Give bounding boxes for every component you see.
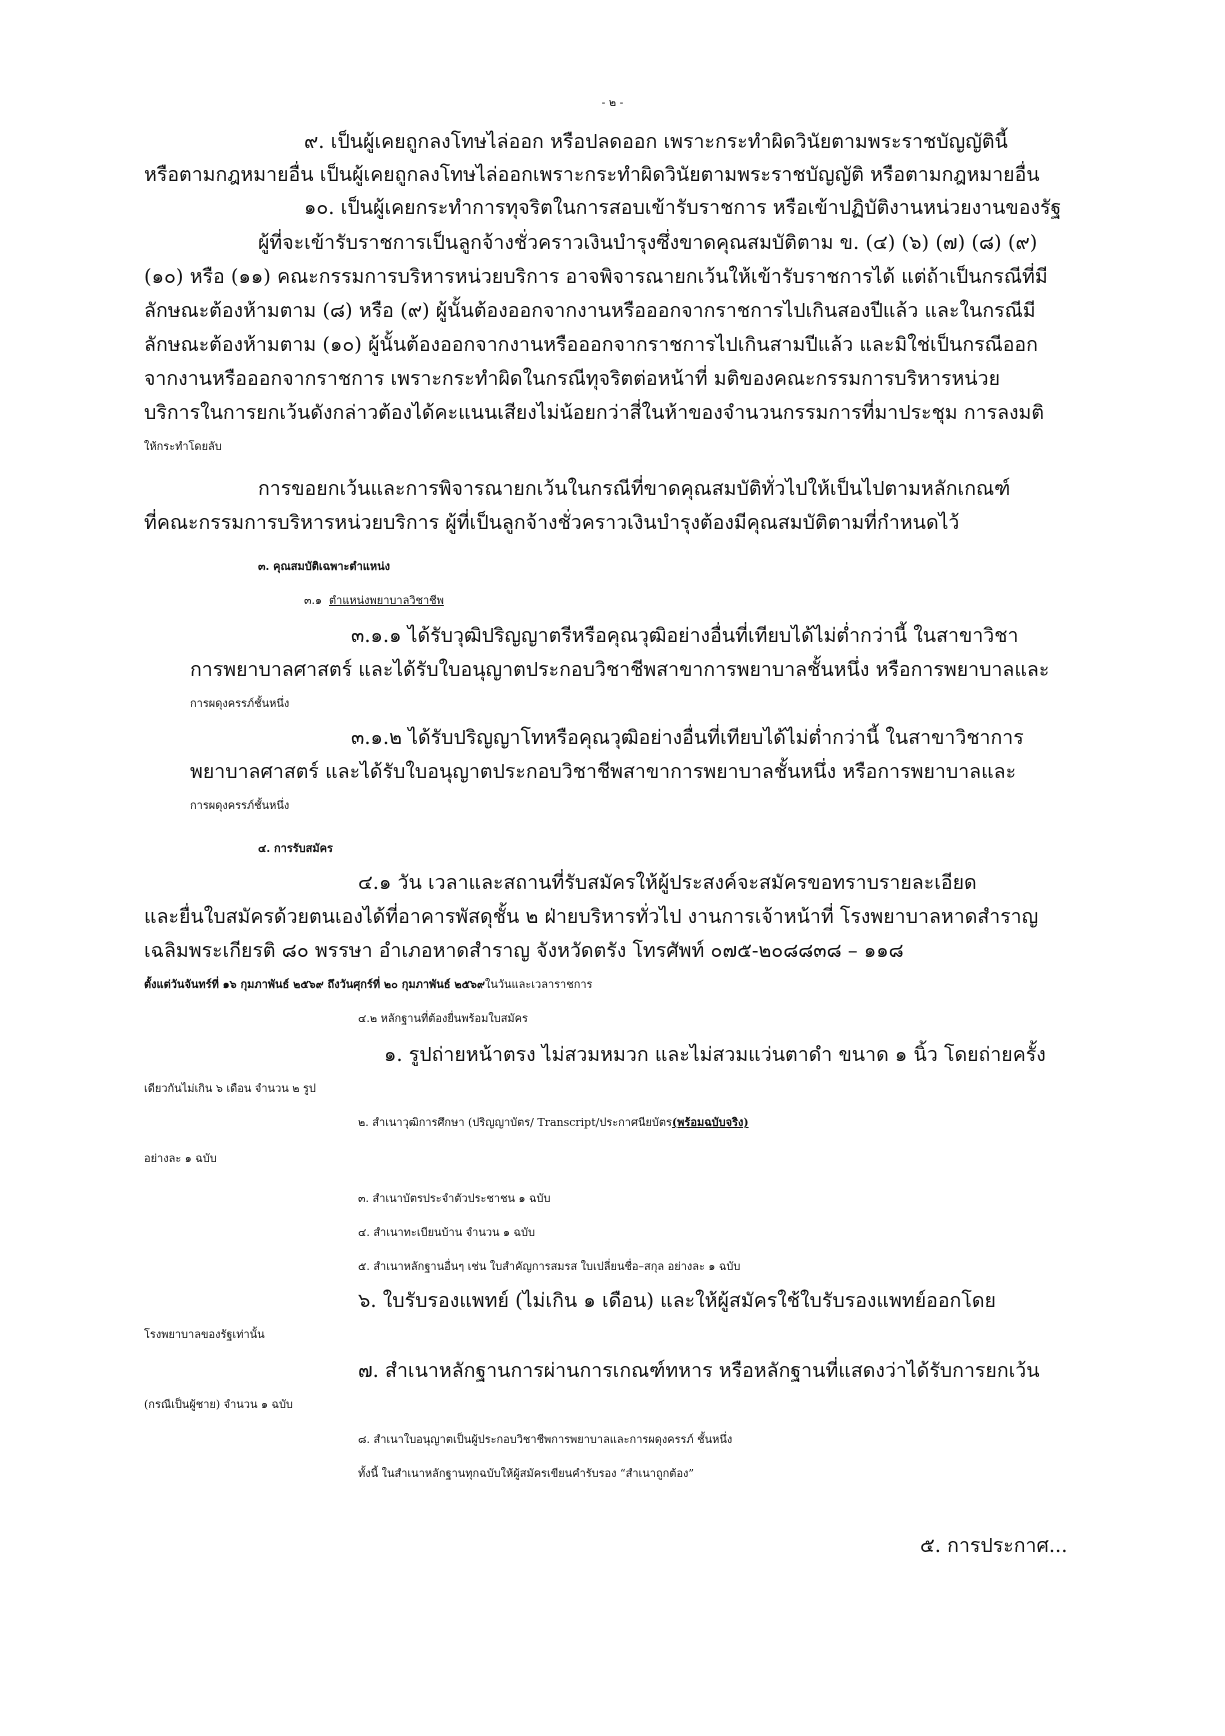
section-3-heading: ๓. คุณสมบัติเฉพาะตำแหน่ง bbox=[258, 560, 390, 573]
exception-line-4: ลักษณะต้องห้ามตาม (๑๐) ผู้นั้นต้องออกจากงานหรือออกจากราชการไปเกินสามปีแล้ว และมิใช่เป็นกรณีออก bbox=[144, 333, 1038, 356]
s41-line-2: และยื่นใบสมัครด้วยตนเองได้ที่อาคารพัสดุชั้น ๒ ฝ่ายบริหารทั่วไป งานการเจ้าหน้าที่ โรงพยาบาลหาดสำราญ bbox=[144, 905, 1039, 928]
doc-7-line-2: (กรณีเป็นผู้ชาย) จำนวน ๑ ฉบับ bbox=[144, 1398, 293, 1411]
doc-1-line-1: ๑. รูปถ่ายหน้าตรง ไม่สวมหมวก และไม่สวมแว่นตาดำ ขนาด ๑ นิ้ว โดยถ่ายครั้ง bbox=[384, 1043, 1046, 1066]
application-period: ตั้งแต่วันจันทร์ที่ ๑๖ กุมภาพันธ์ ๒๕๖๙ ถึงวันศุกร์ที่ ๒๐ กุมภาพันธ์ ๒๕๖๙ bbox=[144, 978, 485, 991]
exception-line-5: จากงานหรือออกจากราชการ เพราะกระทำผิดในกรณีทุจริตต่อหน้าที่ มติของคณะกรรมการบริหารหน่วย bbox=[144, 367, 1001, 390]
exception-line-2: (๑๐) หรือ (๑๑) คณะกรรมการบริหารหน่วยบริการ อาจพิจารณายกเว้นให้เข้ารับราชการได้ แต่ถ้าเป็นกรณีที่มี bbox=[144, 265, 1048, 288]
original-required: (พร้อมฉบับจริง) bbox=[671, 1116, 749, 1129]
continuation-marker: ๕. การประกาศ... bbox=[920, 1534, 1068, 1557]
doc-5: ๕. สำเนาหลักฐานอื่นๆ เช่น ใบสำคัญการสมรส ใบเปลี่ยนชื่อ–สกุล อย่างละ ๑ ฉบับ bbox=[358, 1260, 741, 1273]
s41-line-1: ๔.๑ วัน เวลาและสถานที่รับสมัครให้ผู้ประสงค์จะสมัครขอทราบรายละเอียด bbox=[358, 871, 977, 894]
s41-line-4 bbox=[144, 970, 1225, 1000]
s312-line-1: ๓.๑.๒ ได้รับปริญญาโทหรือคุณวุฒิอย่างอื่นที่เทียบได้ไม่ต่ำกว่านี้ ในสาขาวิชาการ bbox=[351, 726, 1024, 749]
exception-line-7: ให้กระทำโดยลับ bbox=[144, 440, 222, 453]
criteria-line-1: การขอยกเว้นและการพิจารณายกเว้นในกรณีที่ขาดคุณสมบัติทั่วไปให้เป็นไปตามหลักเกณฑ์ bbox=[258, 477, 1011, 500]
doc-4: ๔. สำเนาทะเบียนบ้าน จำนวน ๑ ฉบับ bbox=[358, 1226, 535, 1239]
doc-6-line-2: โรงพยาบาลของรัฐเท่านั้น bbox=[144, 1328, 265, 1341]
section-4-heading: ๔. การรับสมัคร bbox=[258, 842, 333, 855]
criteria-line-2: ที่คณะกรรมการบริหารหน่วยบริการ ผู้ที่เป็นลูกจ้างชั่วคราวเงินบำรุงต้องมีคุณสมบัติตามที่กำหนดไว้ bbox=[144, 511, 960, 534]
section-3-1-number: ๓.๑ bbox=[304, 594, 322, 607]
doc-7-line-1: ๗. สำเนาหลักฐานการผ่านการเกณฑ์ทหาร หรือหลักฐานที่แสดงว่าได้รับการยกเว้น bbox=[358, 1359, 1040, 1382]
doc-6-line-1: ๖. ใบรับรองแพทย์ (ไม่เกิน ๑ เดือน) และให้ผู้สมัครใช้ใบรับรองแพทย์ออกโดย bbox=[358, 1289, 996, 1312]
exception-line-3: ลักษณะต้องห้ามตาม (๘) หรือ (๙) ผู้นั้นต้องออกจากงานหรือออกจากราชการไปเกินสองปีแล้ว และในกรณีมี bbox=[144, 299, 1036, 322]
page-number: - ๒ - bbox=[601, 96, 624, 109]
doc-3: ๓. สำเนาบัตรประจำตัวประชาชน ๑ ฉบับ bbox=[358, 1192, 551, 1205]
doc-1-line-2: เดียวกันไม่เกิน ๖ เดือน จำนวน ๒ รูป bbox=[144, 1082, 316, 1095]
exception-line-1: ผู้ที่จะเข้ารับราชการเป็นลูกจ้างชั่วคราวเงินบำรุงซึ่งขาดคุณสมบัติตาม ข. (๔) (๖) (๗) (๘) (๙) bbox=[258, 231, 1038, 254]
doc-8-line-1: ๘. สำเนาใบอนุญาตเป็นผู้ประกอบวิชาชีพการพยาบาลและการผดุงครรภ์ ชั้นหนึ่ง bbox=[358, 1433, 733, 1446]
doc-8-line-2: ทั้งนี้ ในสำเนาหลักฐานทุกฉบับให้ผู้สมัครเขียนคำรับรอง “สำเนาถูกต้อง” bbox=[358, 1467, 695, 1480]
section-3-1-heading bbox=[304, 586, 1225, 616]
doc-2-line-2: อย่างละ ๑ ฉบับ bbox=[144, 1152, 217, 1165]
item-10-line-1: ๑๐. เป็นผู้เคยกระทำการทุจริตในการสอบเข้ารับราชการ หรือเข้าปฏิบัติงานหน่วยงานของรัฐ bbox=[304, 196, 1062, 219]
s41-line-3: เฉลิมพระเกียรติ ๘๐ พรรษา อำเภอหาดสำราญ จังหวัดตรัง โทรศัพท์ ๐๗๕-๒๐๘๘๓๘ – ๑๑๘ bbox=[144, 939, 904, 962]
s312-line-3: การผดุงครรภ์ชั้นหนึ่ง bbox=[190, 799, 290, 812]
s311-line-3: การผดุงครรภ์ชั้นหนึ่ง bbox=[190, 697, 290, 710]
item-9-line-2: หรือตามกฎหมายอื่น เป็นผู้เคยถูกลงโทษไล่ออกเพราะกระทำผิดวินัยตามพระราชบัญญัติ หรือตามกฎหมายอื่น bbox=[144, 163, 1040, 186]
s42-heading: ๔.๒ หลักฐานที่ต้องยื่นพร้อมใบสมัคร bbox=[358, 1012, 528, 1025]
item-9-line-1: ๙. เป็นผู้เคยถูกลงโทษไล่ออก หรือปลดออก เพราะกระทำผิดวินัยตามพระราชบัญญัตินี้ bbox=[304, 130, 1008, 153]
application-hours: ในวันและเวลาราชการ bbox=[484, 978, 593, 991]
s311-line-2: การพยาบาลศาสตร์ และได้รับใบอนุญาตประกอบวิชาชีพสาขาการพยาบาลชั้นหนึ่ง หรือการพยาบาลและ bbox=[190, 658, 1050, 681]
s311-line-1: ๓.๑.๑ ได้รับวุฒิปริญญาตรีหรือคุณวุฒิอย่างอื่นที่เทียบได้ไม่ต่ำกว่านี้ ในสาขาวิชา bbox=[351, 624, 1019, 647]
s312-line-2: พยาบาลศาสตร์ และได้รับใบอนุญาตประกอบวิชาชีพสาขาการพยาบาลชั้นหนึ่ง หรือการพยาบาลและ bbox=[190, 760, 1017, 783]
doc-2-line-1: ๒. สำเนาวุฒิการศึกษา (ปริญญาบัตร/ Transcript/ประกาศนียบัตร(พร้อมฉบับจริง) bbox=[358, 1108, 1225, 1138]
section-3-1-title: ตำแหน่งพยาบาลวิชาชีพ bbox=[329, 594, 444, 607]
exception-line-6: บริการในการยกเว้นดังกล่าวต้องได้คะแนนเสียงไม่น้อยกว่าสี่ในห้าของจำนวนกรรมการที่มาประชุม การลงมติ bbox=[144, 401, 1045, 424]
